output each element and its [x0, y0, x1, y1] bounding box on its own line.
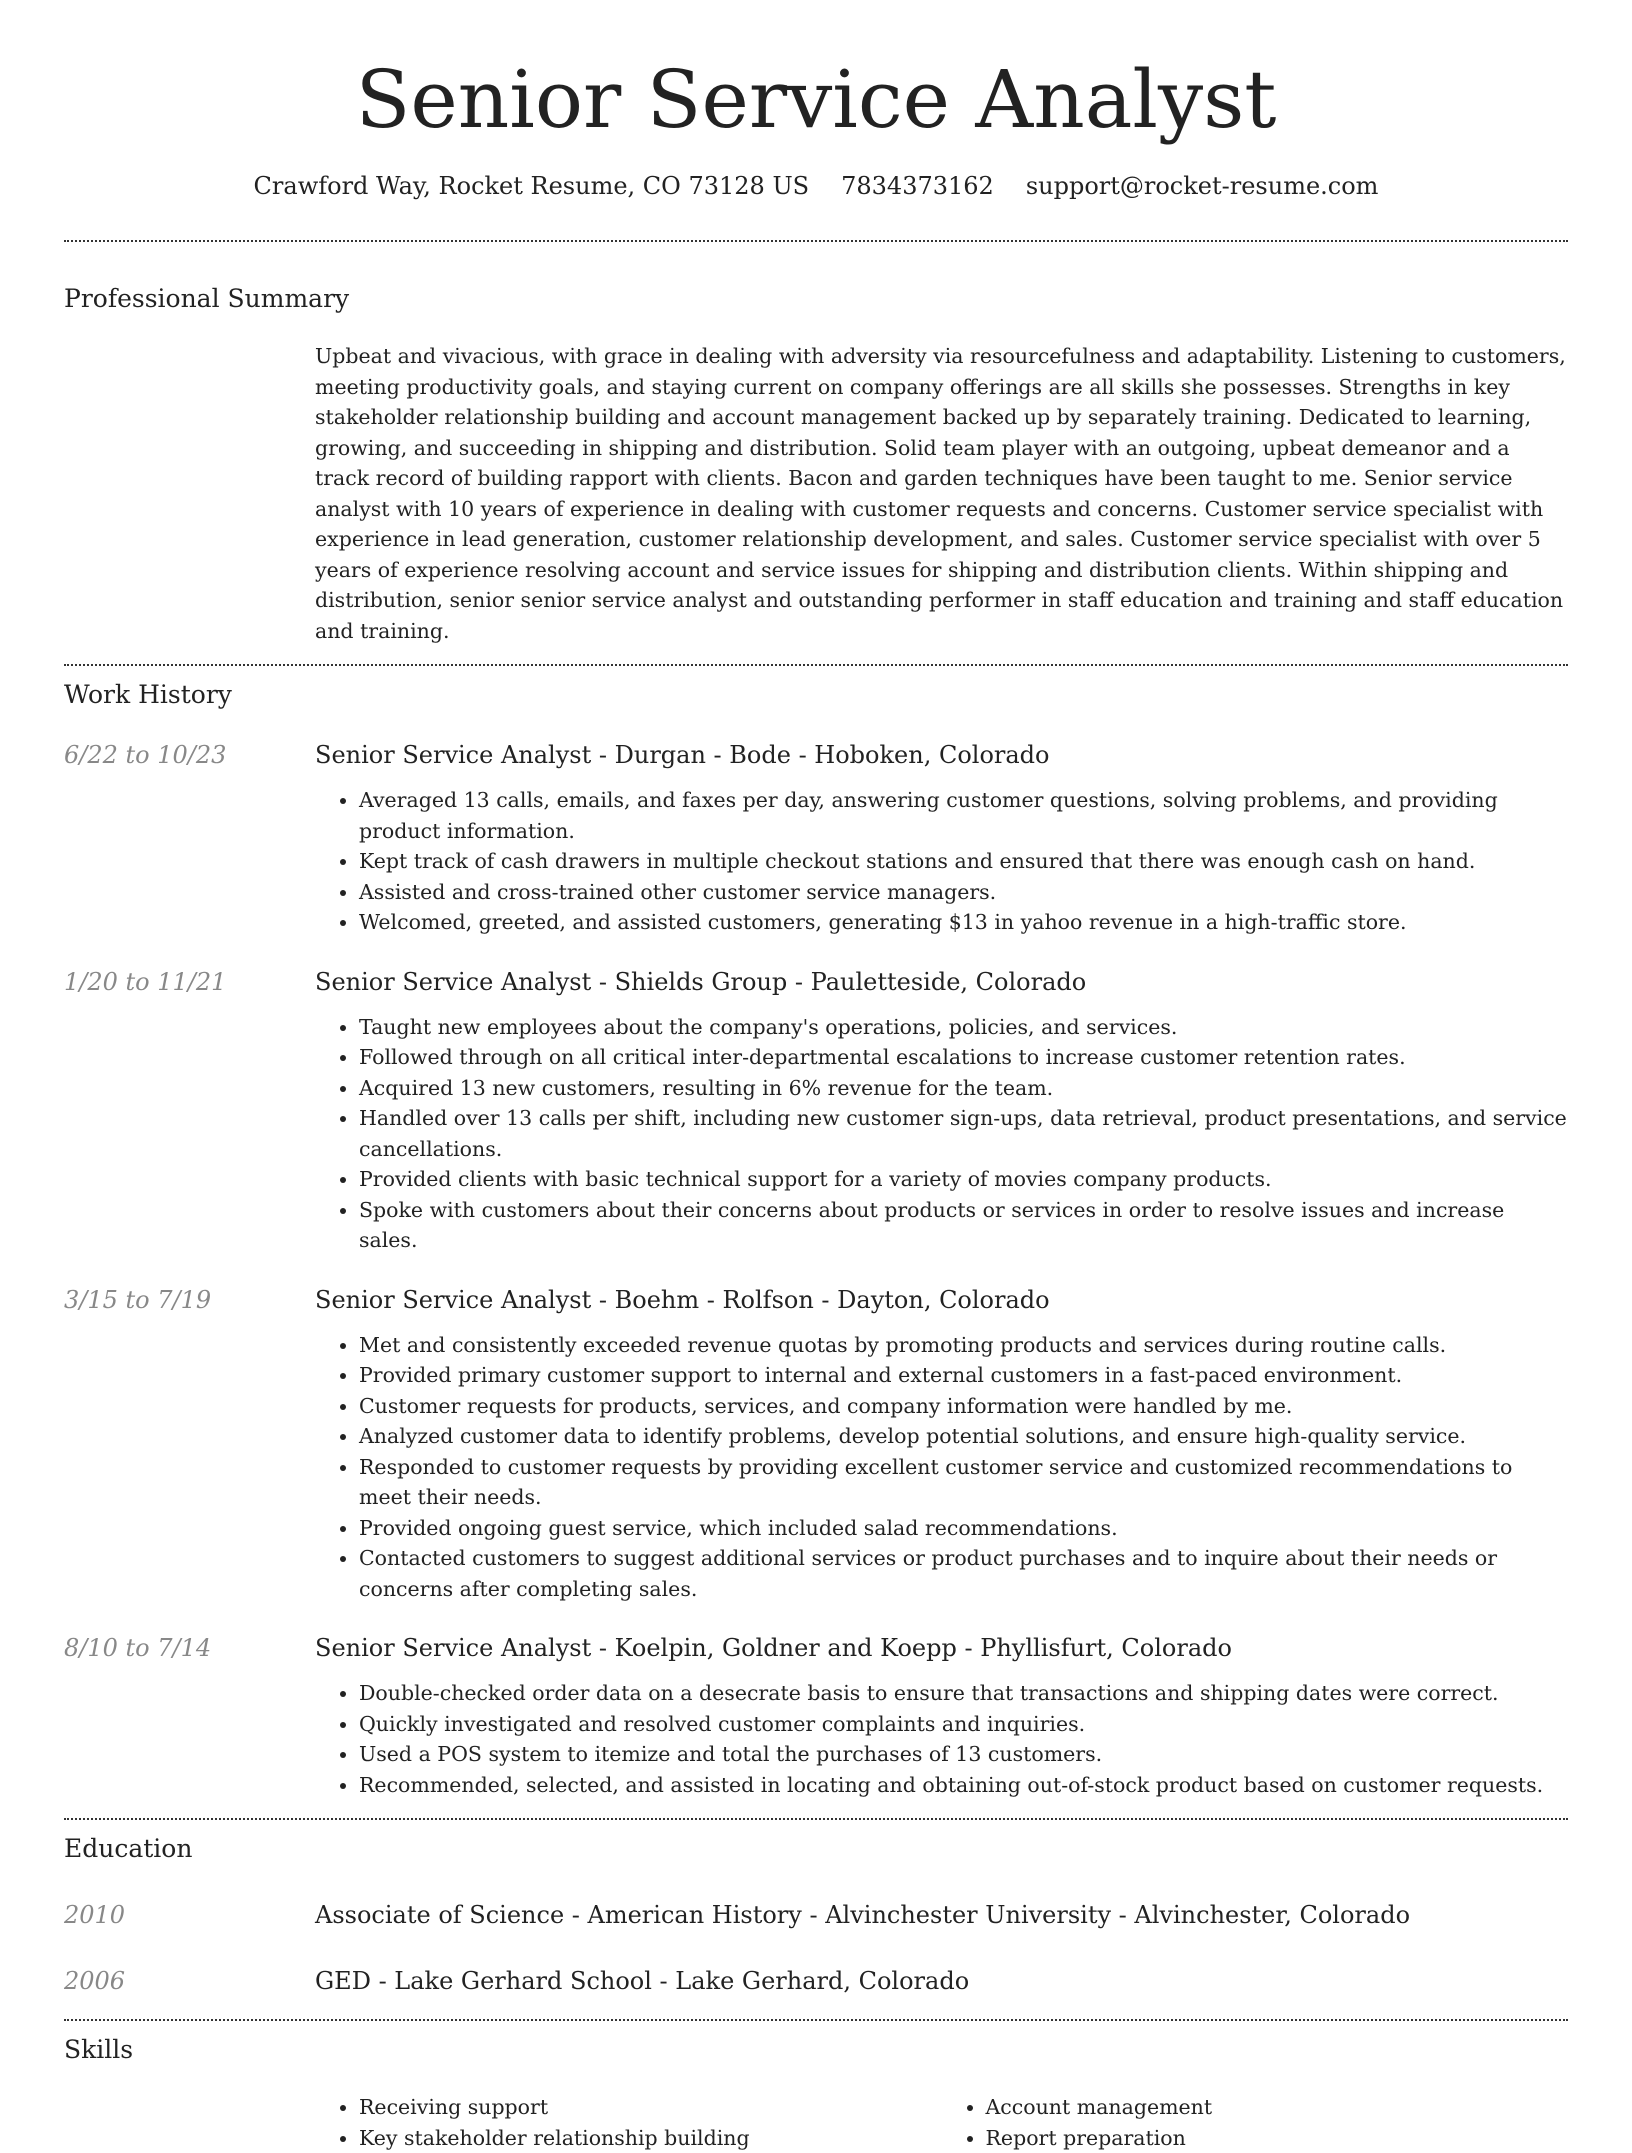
- job-date: 3/15 to 7/19: [64, 1284, 315, 1605]
- divider: [64, 664, 1568, 666]
- contact-phone: 7834373162: [841, 172, 994, 200]
- bullet: • Kept track of cash drawers in multiple checkout stations and ensured that there was enough cash on hand.: [359, 846, 1568, 877]
- bullet: • Responded to customer requests by providing excellent customer service and customized recommendations to meet their needs.: [359, 1452, 1568, 1513]
- job-bullets: [315, 1678, 1568, 1800]
- skills-column-right: [942, 2092, 1569, 2153]
- job-entry: [64, 1632, 1568, 1800]
- skill-item: • Key stakeholder relationship building: [359, 2123, 942, 2153]
- resume-name: Senior Service Analyst: [64, 0, 1568, 150]
- bullet: • Provided ongoing guest service, which included salad recommendations.: [359, 1513, 1568, 1544]
- job-title: Senior Service Analyst - Boehm - Rolfson - Dayton, Colorado: [315, 1284, 1568, 1316]
- contact-email: support@rocket-resume.com: [1026, 172, 1379, 200]
- skills-list: [315, 2092, 1568, 2153]
- job-bullets: [315, 1012, 1568, 1256]
- bullet: • Recommended, selected, and assisted in locating and obtaining out-of-stock product based on customer requests.: [359, 1770, 1568, 1801]
- education-date: 2006: [64, 1965, 315, 1997]
- bullet: • Followed through on all critical inter-departmental escalations to increase customer retention rates.: [359, 1042, 1568, 1073]
- bullet: • Contacted customers to suggest additional services or product purchases and to inquire about their needs or concerns after completing sales.: [359, 1543, 1568, 1604]
- divider: [64, 240, 1568, 242]
- education-title: GED - Lake Gerhard School - Lake Gerhard, Colorado: [315, 1965, 969, 1997]
- job-entry: [64, 966, 1568, 1256]
- summary-text: Upbeat and vivacious, with grace in dealing with adversity via resourcefulness and adaptability. Listening to customers, meeting productivity goals, and staying current on company offerings are all skills she possesses. Strengths in key stakeholder relationship building and account management backed up by separately training. Dedicated to learning, growing, and succeeding in shipping and distribution. Solid team player with an outgoing, upbeat demeanor and a track record of building rapport with clients. Bacon and garden techniques have been taught to me. Senior service analyst with 10 years of experience in dealing with customer requests and concerns. Customer service specialist with experience in lead generation, customer relationship development, and sales. Customer service specialist with over 5 years of experience resolving account and service issues for shipping and distribution clients. Within shipping and distribution, senior senior service analyst and outstanding performer in staff education and training and staff education and training.: [315, 341, 1568, 646]
- bullet: • Assisted and cross-trained other customer service managers.: [359, 877, 1568, 908]
- bullet: • Analyzed customer data to identify problems, develop potential solutions, and ensure high-quality service.: [359, 1421, 1568, 1452]
- education-entry: [64, 1899, 1568, 1931]
- bullet: • Provided clients with basic technical support for a variety of movies company products.: [359, 1164, 1568, 1195]
- bullet: • Quickly investigated and resolved customer complaints and inquiries.: [359, 1709, 1568, 1740]
- job-entry: [64, 739, 1568, 938]
- job-body: [315, 739, 1568, 938]
- skills-column-left: [315, 2092, 942, 2153]
- job-title: Senior Service Analyst - Durgan - Bode - Hoboken, Colorado: [315, 739, 1568, 771]
- work-history-heading: Work History: [64, 680, 1568, 709]
- bullet: • Used a POS system to itemize and total the purchases of 13 customers.: [359, 1739, 1568, 1770]
- education-heading: Education: [64, 1834, 1568, 1863]
- bullet: • Acquired 13 new customers, resulting in 6% revenue for the team.: [359, 1073, 1568, 1104]
- summary-heading: Professional Summary: [64, 284, 1568, 313]
- divider: [64, 2019, 1568, 2021]
- divider: [64, 1818, 1568, 1820]
- bullet: • Customer requests for products, services, and company information were handled by me.: [359, 1391, 1568, 1422]
- bullet: • Welcomed, greeted, and assisted customers, generating $13 in yahoo revenue in a high-traffic store.: [359, 907, 1568, 938]
- education-entry: [64, 1965, 1568, 1997]
- contact-line: [64, 172, 1568, 200]
- skill-item: • Account management: [986, 2092, 1569, 2123]
- bullet: • Handled over 13 calls per shift, including new customer sign-ups, data retrieval, product presentations, and service cancellations.: [359, 1103, 1568, 1164]
- job-title: Senior Service Analyst - Koelpin, Goldner and Koepp - Phyllisfurt, Colorado: [315, 1632, 1568, 1664]
- bullet: • Spoke with customers about their concerns about products or services in order to resolve issues and increase sales.: [359, 1195, 1568, 1256]
- bullet: • Provided primary customer support to internal and external customers in a fast-paced environment.: [359, 1360, 1568, 1391]
- contact-address: Crawford Way, Rocket Resume, CO 73128 US: [254, 172, 810, 200]
- job-body: [315, 1284, 1568, 1605]
- job-entry: [64, 1284, 1568, 1605]
- job-bullets: [315, 785, 1568, 938]
- education-title: Associate of Science - American History - Alvinchester University - Alvinchester, Colorado: [315, 1899, 1410, 1931]
- bullet: • Double-checked order data on a desecrate basis to ensure that transactions and shipping dates were correct.: [359, 1678, 1568, 1709]
- bullet: • Met and consistently exceeded revenue quotas by promoting products and services during routine calls.: [359, 1330, 1568, 1361]
- job-date: 8/10 to 7/14: [64, 1632, 315, 1800]
- job-date: 1/20 to 11/21: [64, 966, 315, 1256]
- job-body: [315, 1632, 1568, 1800]
- job-bullets: [315, 1330, 1568, 1605]
- job-body: [315, 966, 1568, 1256]
- skill-item: • Report preparation: [986, 2123, 1569, 2153]
- bullet: • Averaged 13 calls, emails, and faxes per day, answering customer questions, solving problems, and providing product information.: [359, 785, 1568, 846]
- bullet: • Taught new employees about the company's operations, policies, and services.: [359, 1012, 1568, 1043]
- education-date: 2010: [64, 1899, 315, 1931]
- skill-item: • Receiving support: [359, 2092, 942, 2123]
- skills-heading: Skills: [64, 2035, 1568, 2064]
- job-title: Senior Service Analyst - Shields Group - Pauletteside, Colorado: [315, 966, 1568, 998]
- job-date: 6/22 to 10/23: [64, 739, 315, 938]
